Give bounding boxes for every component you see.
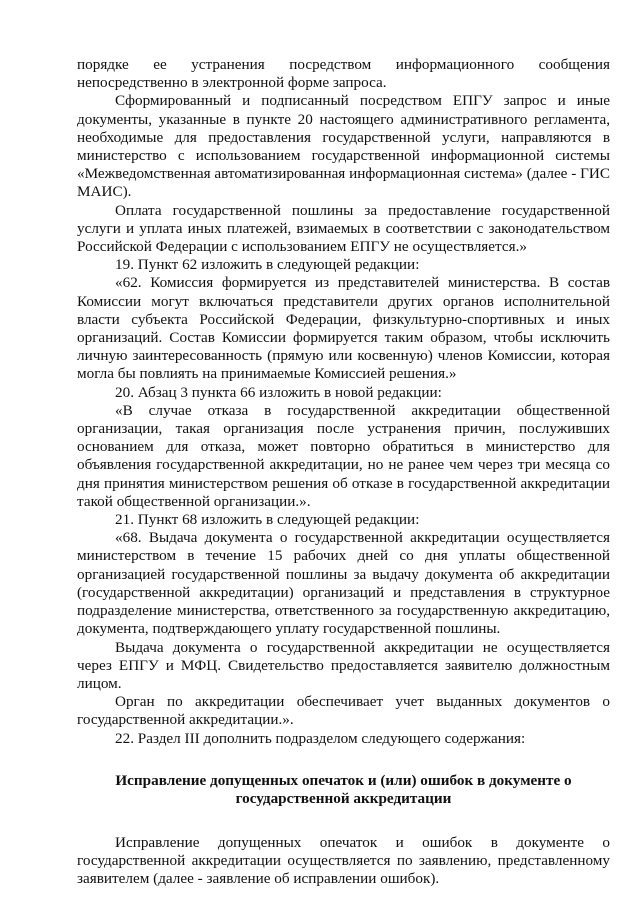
- section-heading: Исправление допущенных опечаток и (или) ошибок в документе о государственной аккредитации: [115, 771, 572, 808]
- paragraph-item-22: 22. Раздел III дополнить подразделом следующего содержания:: [115, 729, 526, 747]
- paragraph-item-62: «62. Комиссия формируется из представителей министерства. В состав Комиссии могут включаться представители других органов исполнительной власти субъекта Российской Федерации, физкультурно-спортивных и иных организаций. Состав Комиссии формируется таким образом, чтобы исключить личную заинтересованность (прямую или косвенную) членов Комиссии, которая могла бы повлиять на принимаемые Комиссией решения.»: [77, 274, 610, 383]
- paragraph-item-20: 20. Абзац 3 пункта 66 изложить в новой редакции:: [115, 383, 442, 401]
- paragraph-item-68: «68. Выдача документа о государственной аккредитации осуществляется министерством в течение 15 рабочих дней со дня уплаты общественной организацией государственной пошлины за выдачу документа об аккредитации (государственной аккредитации) организаций и представления в структурное подразделение министерства, ответственного за государственную аккредитацию, документа, подтверждающего уплату государственной пошлины.: [77, 529, 610, 638]
- paragraph-refusal: «В случае отказа в государственной аккредитации общественной организации, такая организация после устранения причин, послуживших основанием для отказа, может повторно обратиться в министерство для объявления государственной аккредитации, но не ранее чем через три месяца со дня принятия министерством решения об отказе в государственной аккредитации такой общественной организации.».: [77, 401, 610, 510]
- paragraph-item-21: 21. Пункт 68 изложить в следующей редакции:: [115, 511, 420, 529]
- paragraph-accounting: Орган по аккредитации обеспечивает учет выданных документов о государственной аккредитации.».: [77, 693, 610, 729]
- paragraph-epgu-request: Сформированный и подписанный посредством ЕПГУ запрос и иные документы, указанные в пункте 20 настоящего административного регламента, необходимые для предоставления государственной услуги, направляются в министерство с использованием государственной информационной системы «Межведомственная автоматизированная информационная система» (далее - ГИС МАИС).: [77, 92, 610, 201]
- paragraph-issuance: Выдача документа о государственной аккредитации не осуществляется через ЕПГУ и МФЦ. Свидетельство предоставляется заявителю должностным лицом.: [77, 638, 610, 692]
- paragraph-state-fee: Оплата государственной пошлины за предоставление государственной услуги и уплата иных платежей, взимаемых в соответствии с законодательством Российской Федерации с использованием ЕПГУ не осуществляется.»: [77, 201, 610, 256]
- paragraph-continuation: порядке ее устранения посредством информационного сообщения непосредственно в электронной форме запроса.: [77, 56, 610, 92]
- document-page: [77, 56, 610, 889]
- paragraph-item-19: 19. Пункт 62 изложить в следующей редакции:: [115, 256, 420, 274]
- paragraph-correction: Исправление допущенных опечаток и ошибок в документе о государственной аккредитации осуществляется по заявлению, представленному заявителем (далее - заявление об исправлении ошибок).: [77, 833, 610, 888]
